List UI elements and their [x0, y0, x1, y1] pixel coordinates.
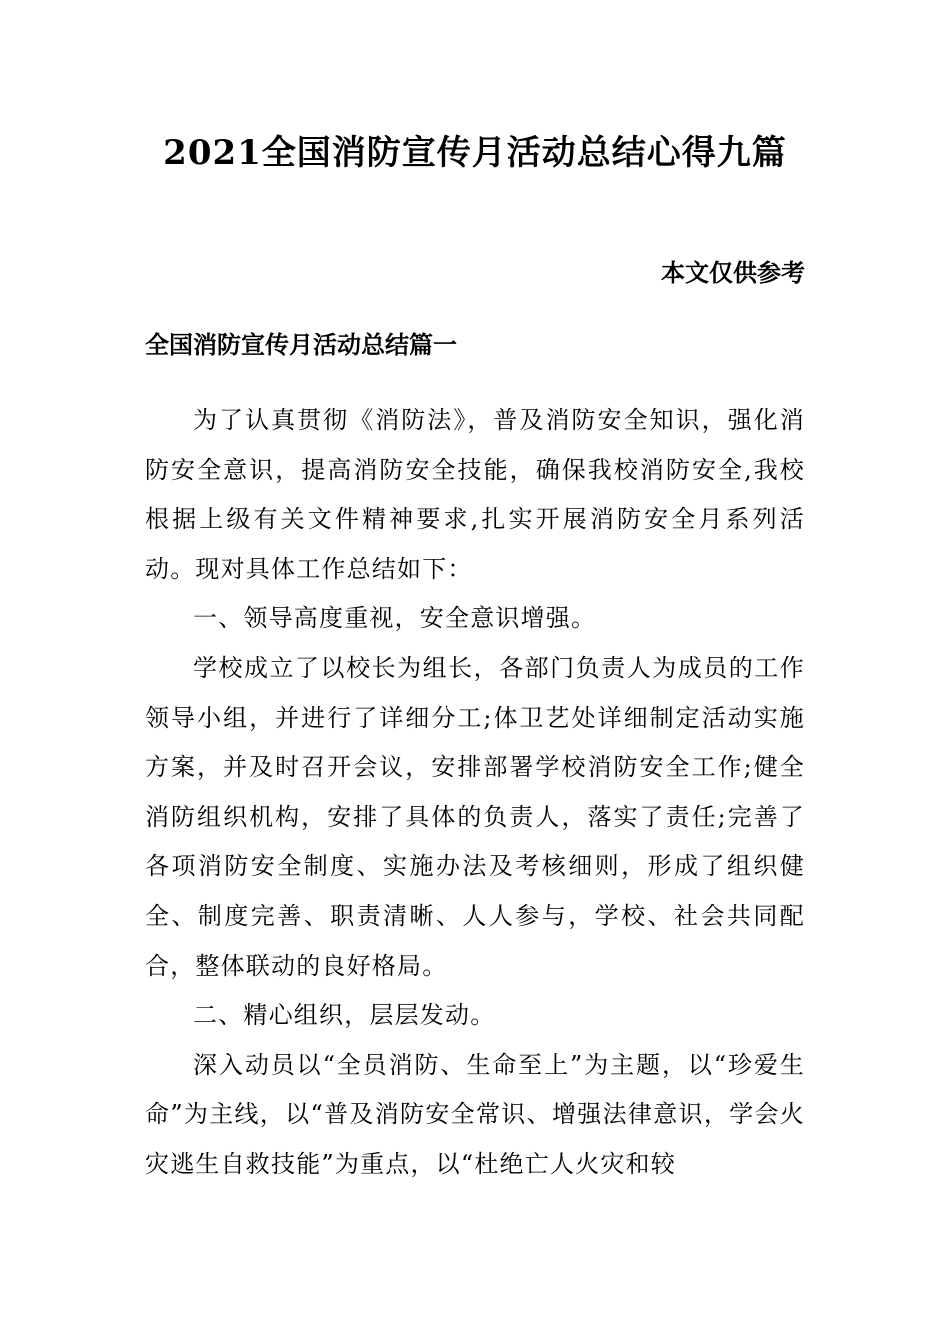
document-title: 2021全国消防宣传月活动总结心得九篇 [163, 133, 787, 173]
paragraph-intro: 为了认真贯彻《消防法》，普及消防安全知识，强化消防安全意识，提高消防安全技能，确保我校消防安全,我校根据上级有关文件精神要求,扎实开展消防安全月系列活动。现对具体工作总结如下： [145, 406, 805, 583]
document-body [145, 396, 805, 1190]
section-heading: 全国消防宣传月活动总结篇一 [145, 330, 457, 359]
paragraph-point-one: 一、领导高度重视，安全意识增强。 [193, 604, 597, 633]
reference-note: 本文仅供参考 [661, 258, 805, 287]
paragraph-point-two: 二、精心组织，层层发动。 [193, 1001, 496, 1030]
paragraph-mobilization: 深入动员以“全员消防、生命至上”为主题，以“珍爱生命”为主线，以“普及消防安全常识、增强法律意识，学会火灾逃生自救技能”为重点，以“杜绝亡人火灾和较 [145, 1050, 805, 1178]
paragraph-leadership: 学校成立了以校长为组长，各部门负责人为成员的工作领导小组，并进行了详细分工;体卫艺处详细制定活动实施方案，并及时召开会议，安排部署学校消防安全工作;健全消防组织机构，安排了具体的负责人，落实了责任;完善了各项消防安全制度、实施办法及考核细则，形成了组织健全、制度完善、职责清晰、人人参与，学校、社会共同配合，整体联动的良好格局。 [145, 653, 805, 980]
